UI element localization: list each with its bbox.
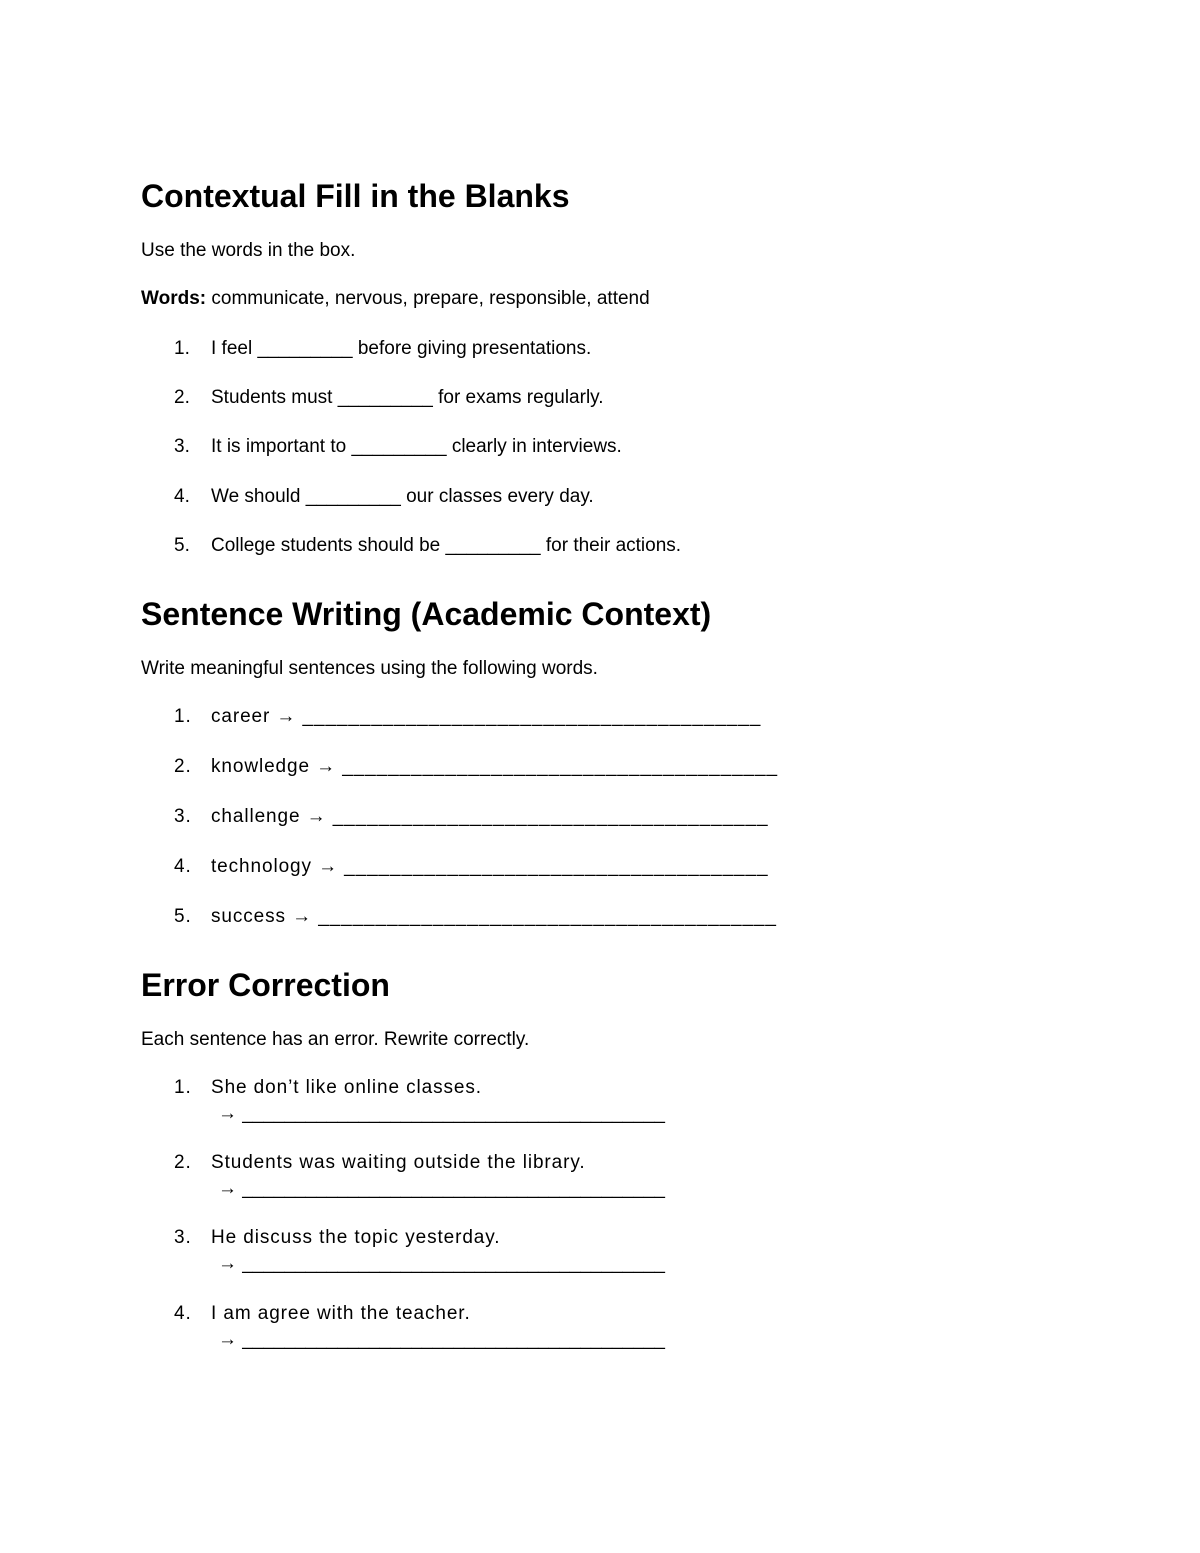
item-number: 1. (174, 706, 192, 727)
sentence-item-1 (174, 705, 761, 729)
fill-blank-item-5 (174, 534, 681, 558)
error-item-2 (174, 1151, 586, 1175)
fill-blank-item-2 (174, 386, 604, 410)
item-number: 1. (174, 1077, 192, 1098)
word-bank-list: communicate, nervous, prepare, responsible, attend (211, 288, 650, 309)
item-text: challenge → ______________________________________ (211, 806, 769, 827)
sentence-item-4 (174, 855, 768, 879)
item-number: 4. (174, 1303, 192, 1324)
item-text: technology → _____________________________________ (211, 856, 769, 877)
item-number: 5. (174, 535, 190, 556)
item-number: 2. (174, 387, 190, 408)
fill-blank-item-1 (174, 337, 591, 361)
error-answer-line-1: → ________________________________________ (218, 1103, 665, 1124)
error-item-3 (174, 1226, 500, 1250)
item-text: She don’t like online classes. (211, 1077, 482, 1098)
error-item-4 (174, 1302, 471, 1326)
section-error-correction-instruction: Each sentence has an error. Rewrite correctly. (141, 1029, 530, 1050)
section-sentence-writing-instruction: Write meaningful sentences using the following words. (141, 658, 598, 679)
word-bank-label: Words: (141, 288, 207, 309)
sentence-item-2 (174, 755, 778, 779)
item-number: 5. (174, 906, 192, 927)
item-text: Students must _________ for exams regularly. (211, 387, 604, 408)
item-number: 1. (174, 338, 190, 359)
section-sentence-writing-title: Sentence Writing (Academic Context) (141, 596, 712, 632)
item-number: 2. (174, 1152, 192, 1173)
error-answer-line-2: → ________________________________________ (218, 1178, 665, 1199)
item-text: We should _________ our classes every day. (211, 486, 594, 507)
item-text: It is important to _________ clearly in interviews. (211, 436, 622, 457)
item-number: 4. (174, 856, 192, 877)
item-text: success → ________________________________________ (211, 906, 777, 927)
item-text: I feel _________ before giving presentations. (211, 338, 592, 359)
item-number: 3. (174, 436, 190, 457)
section-fill-blanks-instruction: Use the words in the box. (141, 240, 356, 261)
sentence-item-5 (174, 905, 777, 929)
item-text: Students was waiting outside the library. (211, 1152, 586, 1173)
item-text: College students should be _________ for their actions. (211, 535, 682, 556)
item-text: He discuss the topic yesterday. (211, 1227, 501, 1248)
error-answer-line-4: → ________________________________________ (218, 1329, 665, 1350)
error-answer-line-3: → ________________________________________ (218, 1253, 665, 1274)
item-number: 3. (174, 1227, 192, 1248)
section-fill-blanks-title: Contextual Fill in the Blanks (141, 178, 570, 214)
fill-blank-item-4 (174, 485, 594, 509)
section-error-correction-title: Error Correction (141, 967, 390, 1003)
fill-blank-item-3 (174, 435, 622, 459)
item-number: 2. (174, 756, 192, 777)
item-number: 3. (174, 806, 192, 827)
sentence-item-3 (174, 805, 768, 829)
error-item-1 (174, 1076, 482, 1100)
item-text: I am agree with the teacher. (211, 1303, 471, 1324)
item-number: 4. (174, 486, 190, 507)
item-text: knowledge → ______________________________________ (211, 756, 778, 777)
word-bank (141, 287, 650, 311)
item-text: career → ________________________________________ (211, 706, 762, 727)
